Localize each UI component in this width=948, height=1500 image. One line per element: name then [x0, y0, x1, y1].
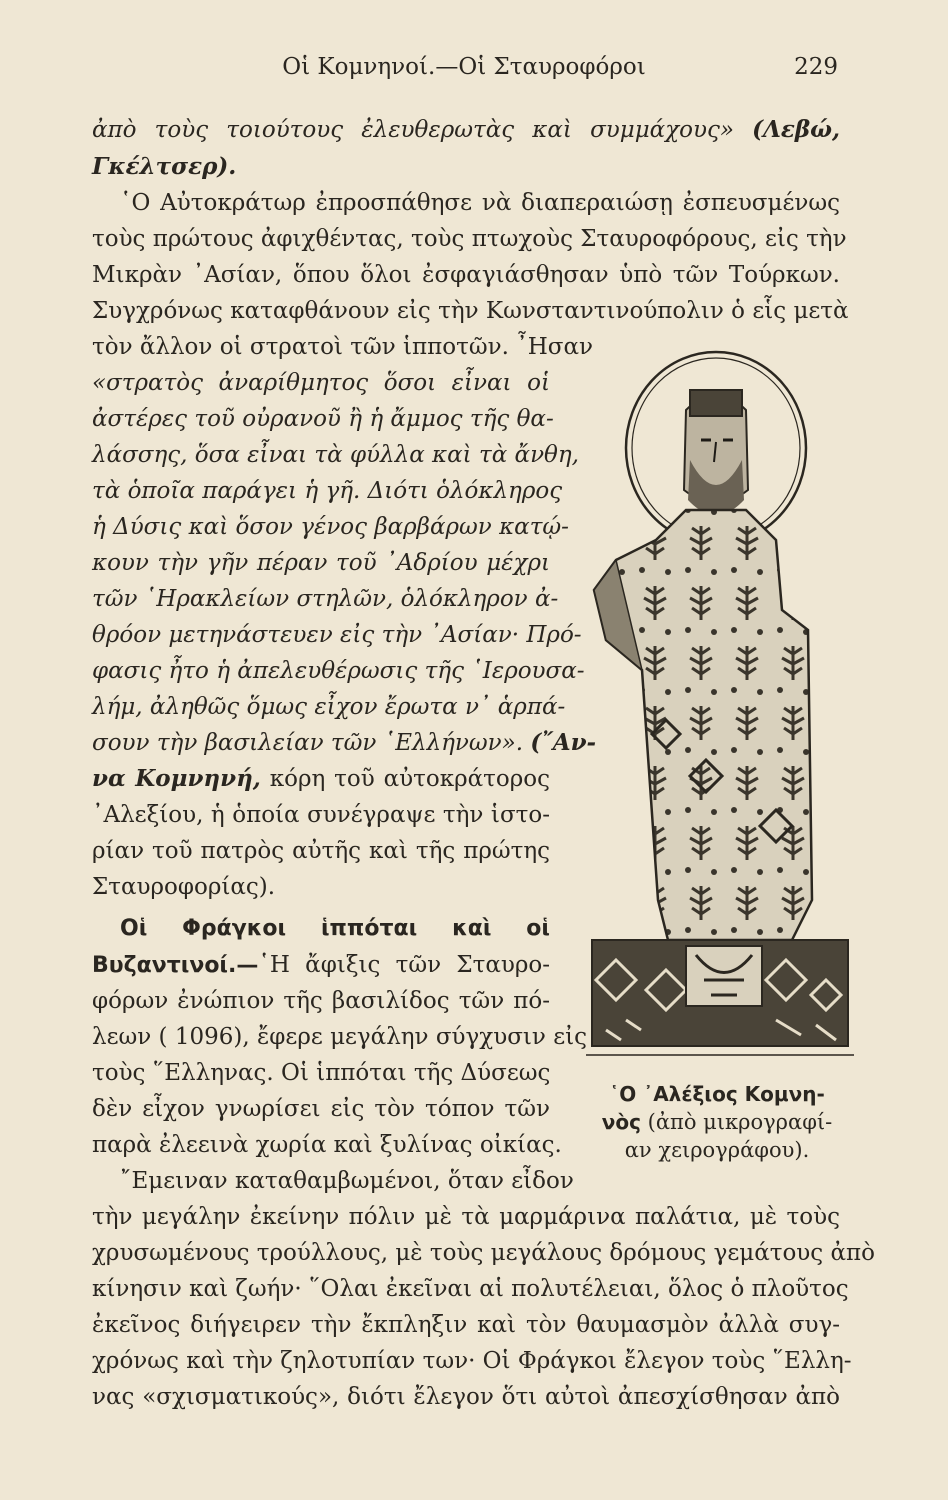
source-citation: (Λεβώ,: [752, 116, 840, 143]
text-line: τοὺς ῞Ελληνας. Οἱ ἱππόται τῆς Δύσεως: [92, 1060, 551, 1086]
text-span: ῾Η ἄφιξις τῶν Σταυρο-: [258, 952, 550, 978]
source-citation-cont: Γκέλτσερ).: [92, 153, 237, 180]
text-line: ἀστέρες τοῦ οὐρανοῦ ἢ ἡ ἄμμος τῆς θα-: [92, 406, 554, 432]
page-header: [90, 50, 838, 86]
text-line: τῶν ῾Ηρακλείων στηλῶν, ὁλόκληρον ἀ-: [92, 586, 559, 612]
text-line: «στρατὸς ἀναρίθμητος ὅσοι εἶναι οἱ: [92, 370, 550, 396]
emperor-miniature-illustration: [586, 340, 854, 1060]
text-line: νας «σχισματικούς», διότι ἔλεγον ὅτι αὐτοὶ ἀπεσχίσθησαν ἀπὸ: [92, 1384, 840, 1410]
text-line: χρυσωμένους τρούλλους, μὲ τοὺς μεγάλους δρόμους γεμάτους ἀπὸ: [92, 1240, 875, 1266]
quote-text: σουν τὴν βασιλείαν τῶν ῾Ελλήνων».: [92, 730, 524, 756]
text-line: ἐκεῖνος διήγειρεν τὴν ἔκπληξιν καὶ τὸν θαυμασμὸν ἀλλὰ συγ-: [92, 1312, 840, 1338]
text-line: ᾿Αλεξίου, ἡ ὁποία συνέγραψε τὴν ἱστο-: [92, 802, 550, 828]
text-line: [92, 726, 597, 760]
text-line: [92, 113, 840, 147]
text-line: ἡ Δύσις καὶ ὅσον γένος βαρβάρων κατῴ-: [92, 514, 569, 540]
caption-text: (ἀπὸ μικρογραφί-: [647, 1110, 833, 1134]
text-span: κόρη τοῦ αὐτοκράτορος: [269, 766, 550, 792]
text-line: Συγχρόνως καταφθάνουν εἰς τὴν Κωνσταντινούπολιν ὁ εἷς μετὰ: [92, 298, 849, 324]
text-line: δὲν εἶχον γνωρίσει εἰς τὸν τόπον τῶν: [92, 1096, 550, 1122]
caption-text-cont: αν χειρογράφου).: [624, 1138, 810, 1162]
text-line: θρόον μετηνάστευεν εἰς τὴν ᾿Ασίαν· Πρό-: [92, 622, 582, 648]
text-line: κουν τὴν γῆν πέραν τοῦ ᾿Αδρίου μέχρι: [92, 550, 550, 576]
text-line: Σταυροφορίας).: [92, 874, 276, 900]
source-author: να Κομνηνή,: [92, 765, 261, 792]
figure-caption: [572, 1080, 862, 1164]
text-line: ρίαν τοῦ πατρὸς αὐτῆς καὶ τῆς πρώτης: [92, 838, 550, 864]
text-line: λήμ, ἀληθῶς ὅμως εἶχον ἔρωτα ν᾿ ἁρπά-: [92, 694, 566, 720]
text-line: τὴν μεγάλην ἐκείνην πόλιν μὲ τὰ μαρμάρινα παλάτια, μὲ τοὺς: [92, 1204, 840, 1230]
text-line: φασις ἦτο ἡ ἀπελευθέρωσις τῆς ῾Ιερουσα-: [92, 658, 585, 684]
text-line: Μικρὰν ᾿Ασίαν, ὅπου ὅλοι ἐσφαγιάσθησαν ὑπὸ τῶν Τούρκων.: [92, 262, 840, 288]
section-heading-cont: Βυζαντινοί.—: [92, 953, 259, 978]
text-line: τὰ ὁποῖα παράγει ἡ γῆ. Διότι ὁλόκληρος: [92, 478, 563, 504]
text-line: τοὺς πρώτους ἀφιχθέντας, τοὺς πτωχοὺς Σταυροφόρους, εἰς τὴν: [92, 226, 847, 252]
caption-name-cont: νὸς: [601, 1110, 641, 1134]
text-line: [92, 948, 550, 983]
emperor-portrait-icon: [586, 340, 854, 1060]
text-line: ῎Εμειναν καταθαμβωμένοι, ὅταν εἶδον: [120, 1168, 574, 1194]
text-line: χρόνως καὶ τὴν ζηλοτυπίαν των· Οἱ Φράγκοι ἔλεγον τοὺς ῞Ελλη-: [92, 1348, 852, 1374]
text-line: παρὰ ἐλεεινὰ χωρία καὶ ξυλίνας οἰκίας.: [92, 1132, 562, 1158]
source-citation: (῎Αν-: [530, 729, 597, 756]
text-line: λάσσης, ὅσα εἶναι τὰ φύλλα καὶ τὰ ἄνθη,: [92, 442, 579, 468]
page-number: 229: [794, 54, 838, 80]
quote-text: ἀπὸ τοὺς τοιούτους ἐλευθερωτὰς καὶ συμμάχους»: [92, 117, 734, 143]
caption-name: ῾Ο ᾿Αλέξιος Κομνη-: [609, 1082, 825, 1106]
text-line: φόρων ἐνώπιον τῆς βασιλίδος τῶν πό-: [92, 988, 550, 1014]
text-line: τὸν ἄλλον οἱ στρατοὶ τῶν ἱπποτῶν. ῏Ησαν: [92, 334, 593, 360]
running-title: Οἱ Κομνηνοί.—Οἱ Σταυροφόροι: [282, 54, 646, 80]
text-line: ῾Ο Αὐτοκράτωρ ἐπροσπάθησε νὰ διαπεραιώσῃ ἐσπευσμένως: [120, 190, 840, 216]
text-line: [92, 762, 550, 796]
text-line: κίνησιν καὶ ζωήν· ῞Ολαι ἐκεῖναι αἱ πολυτέλειαι, ὅλος ὁ πλοῦτος: [92, 1276, 849, 1302]
section-heading: Οἱ Φράγκοι ἱππόται καὶ οἱ: [120, 916, 550, 941]
text-line: λεων ( 1096), ἔφερε μεγάλην σύγχυσιν εἰς: [92, 1024, 588, 1050]
